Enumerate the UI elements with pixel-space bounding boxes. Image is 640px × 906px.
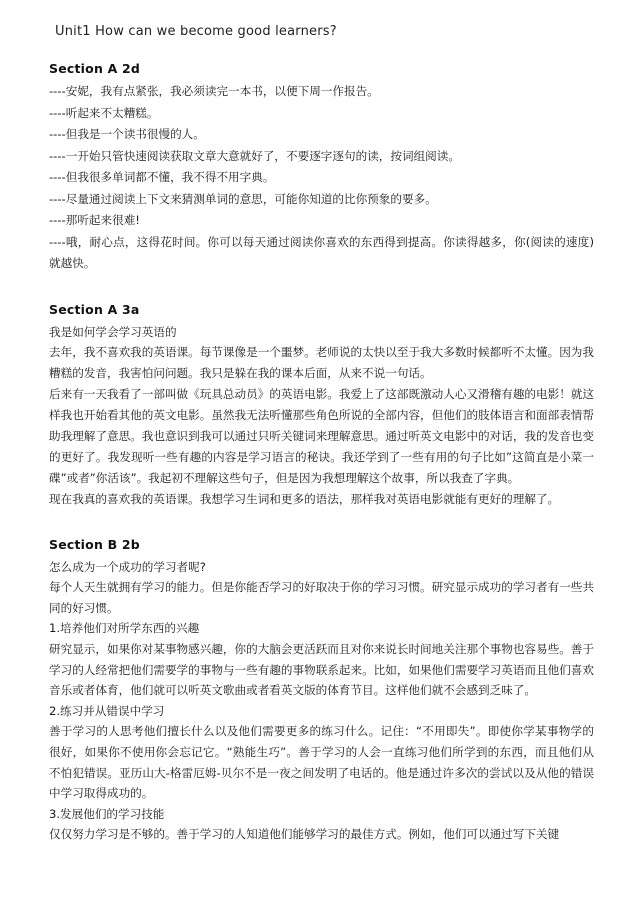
section-heading: Section A 3a xyxy=(49,301,140,317)
dialogue-line: ----但我是一个读书很慢的人。 xyxy=(49,127,205,141)
dialogue-line: ----那听起来很难! xyxy=(49,213,140,227)
subheading: 3.发展他们的学习技能 xyxy=(49,806,165,821)
paragraph: 仅仅努力学习是不够的。善于学习的人知道他们能够学习的最佳方式。例如，他们可以通过写下关键 xyxy=(49,827,560,842)
section-heading: Section A 2d xyxy=(49,61,141,76)
dialogue-line: ----听起来不太糟糕。 xyxy=(49,105,159,120)
paragraph: 后来有一天我看了一部叫做《玩具总动员》的英语电影。我爱上了这部既激动人心又滑稽有趣的电影！就这样我也开始看其他的英文电影。虽然我无法听懂那些角色所说的全部内容，但他们的肢体语言和面部表情帮助我理解了意思。我也意识到我可以通过只听关键词来理解意思。通过听英文电影中的对话，我的发音也变的更好了。我发现听一些有趣的内容是学习语言的秘诀。我还学到了一些有用的句子比如”这简直是小菜一碟”或者”你活该”。我起初不理解这些句子，但是因为我想理解这个故事，所以我查了字典。 xyxy=(49,387,594,485)
paragraph: 每个人天生就拥有学习的能力。但是你能否学习的好取决于你的学习习惯。研究显示成功的学习者有一些共同的好习惯。 xyxy=(49,580,594,615)
paragraph: 现在我真的喜欢我的英语课。我想学习生词和更多的语法，那样我对英语电影就能有更好的理解了。 xyxy=(49,491,560,506)
paragraph: 善于学习的人思考他们擅长什么以及他们需要更多的练习什么。记住：“不用即失”。即使你学某事物学的很好，如果你不使用你会忘记它。“熟能生巧”。善于学习的人会一直练习他们所学到的东西，而且他们从不怕犯错误。亚历山大-格雷厄姆-贝尔不是一夜之间发明了电话的。他是通过许多次的尝试以及从他的错误中学习取得成功的。 xyxy=(49,724,594,801)
subheading: 1.培养他们对所学东西的兴趣 xyxy=(49,621,200,636)
dialogue-line: ----尽量通过阅读上下文来猜测单词的意思，可能你知道的比你预象的要多。 xyxy=(49,191,437,206)
paragraph: 去年，我不喜欢我的英语课。每节课像是一个噩梦。老师说的太快以至于我大多数时候都听不太懂。因为我糟糕的发音，我害怕问问题。我只是躲在我的课本后面，从来不说一句话。 xyxy=(49,345,594,381)
dialogue-line: ----一开始只管快速阅读获取文章大意就好了，不要逐字逐句的读，按词组阅读。 xyxy=(49,148,460,163)
unit-title: Unit1 How can we become good learners? xyxy=(55,24,337,39)
passage-title: 我是如何学会学习英语的 xyxy=(49,324,177,339)
dialogue-line: ----安妮，我有点紧张，我必须读完一本书，以便下周一作报告。 xyxy=(49,84,379,98)
section-a-2d xyxy=(49,60,594,275)
paragraph: 研究显示，如果你对某事物感兴趣，你的大脑会更活跃而且对你来说长时间地关注那个事物也容易些。善于学习的人经常把他们需要学的事物与一些有趣的事物联系起来。比如，如果他们需要学习英语而且他们喜欢音乐或者体育，他们就可以听英文歌曲或者看英文版的体育节目。这样他们就不会感到乏味了。 xyxy=(49,642,594,698)
section-b-2b xyxy=(49,536,594,845)
section-a-3a xyxy=(49,301,594,510)
subheading: 2.练习并从错误中学习 xyxy=(49,703,165,718)
dialogue-line: ----哦，耐心点，这得花时间。你可以每天通过阅读你喜欢的东西得到提高。你读得越多，你(阅读的速度)就越快。 xyxy=(49,234,594,270)
dialogue-line: ----但我很多单词都不懂，我不得不用字典。 xyxy=(49,170,275,184)
passage-title: 怎么成为一个成功的学习者呢? xyxy=(49,559,206,574)
section-heading: Section B 2b xyxy=(49,536,140,552)
